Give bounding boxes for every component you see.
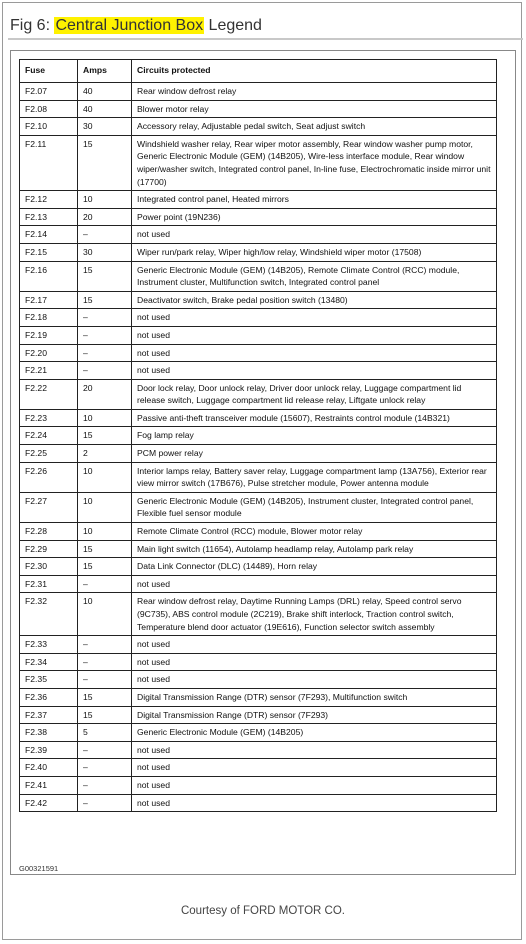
- amps-cell: 10: [78, 492, 132, 522]
- circuits-cell: not used: [132, 636, 497, 654]
- amps-cell: 40: [78, 100, 132, 118]
- amps-cell: 15: [78, 688, 132, 706]
- circuits-cell: Generic Electronic Module (GEM) (14B205), Remote Climate Control (RCC) module, Instrument cluster, Multifunction switch, Integrated control panel: [132, 261, 497, 291]
- fuse-cell: F2.20: [20, 344, 78, 362]
- fuse-cell: F2.15: [20, 243, 78, 261]
- amps-cell: 15: [78, 558, 132, 576]
- table-row: [20, 226, 497, 244]
- amps-cell: 5: [78, 724, 132, 742]
- fuse-cell: F2.41: [20, 776, 78, 794]
- circuits-cell: Integrated control panel, Heated mirrors: [132, 191, 497, 209]
- table-row: [20, 326, 497, 344]
- circuits-cell: Digital Transmission Range (DTR) sensor (7F293), Multifunction switch: [132, 688, 497, 706]
- table-row: [20, 794, 497, 812]
- table-row: [20, 427, 497, 445]
- table-row: [20, 191, 497, 209]
- fuse-cell: F2.07: [20, 83, 78, 101]
- fuse-cell: F2.10: [20, 118, 78, 136]
- amps-cell: –: [78, 326, 132, 344]
- fuse-cell: F2.32: [20, 593, 78, 636]
- fuse-cell: F2.42: [20, 794, 78, 812]
- amps-cell: –: [78, 776, 132, 794]
- amps-cell: 10: [78, 191, 132, 209]
- table-row: [20, 671, 497, 689]
- fuse-cell: F2.12: [20, 191, 78, 209]
- amps-cell: –: [78, 653, 132, 671]
- amps-cell: 20: [78, 208, 132, 226]
- circuits-cell: Digital Transmission Range (DTR) sensor (7F293): [132, 706, 497, 724]
- circuits-cell: not used: [132, 759, 497, 777]
- amps-cell: 15: [78, 706, 132, 724]
- fuse-cell: F2.39: [20, 741, 78, 759]
- fuse-cell: F2.36: [20, 688, 78, 706]
- fuse-cell: F2.30: [20, 558, 78, 576]
- circuits-cell: Remote Climate Control (RCC) module, Blower motor relay: [132, 523, 497, 541]
- amps-cell: 15: [78, 261, 132, 291]
- circuits-cell: Generic Electronic Module (GEM) (14B205), Instrument cluster, Integrated control panel, Flexible fuel sensor module: [132, 492, 497, 522]
- table-row: [20, 636, 497, 654]
- table-row: [20, 344, 497, 362]
- table-row: [20, 462, 497, 492]
- circuits-cell: Generic Electronic Module (GEM) (14B205): [132, 724, 497, 742]
- circuits-cell: Passive anti-theft transceiver module (15607), Restraints control module (14B321): [132, 409, 497, 427]
- circuits-cell: not used: [132, 653, 497, 671]
- amps-cell: –: [78, 575, 132, 593]
- table-row: [20, 118, 497, 136]
- title-divider: [8, 38, 523, 40]
- circuits-cell: PCM power relay: [132, 445, 497, 463]
- fuse-cell: F2.14: [20, 226, 78, 244]
- amps-cell: –: [78, 636, 132, 654]
- fuse-cell: F2.25: [20, 445, 78, 463]
- figure-title-highlight: Central Junction Box: [55, 17, 204, 34]
- amps-cell: 15: [78, 427, 132, 445]
- fuse-cell: F2.08: [20, 100, 78, 118]
- amps-cell: –: [78, 344, 132, 362]
- amps-cell: –: [78, 362, 132, 380]
- table-row: [20, 492, 497, 522]
- circuits-cell: Accessory relay, Adjustable pedal switch, Seat adjust switch: [132, 118, 497, 136]
- fuse-cell: F2.11: [20, 135, 78, 190]
- figure-title-prefix: Fig 6:: [10, 17, 55, 34]
- circuits-cell: not used: [132, 309, 497, 327]
- circuits-cell: not used: [132, 776, 497, 794]
- table-row: [20, 724, 497, 742]
- table-row: [20, 409, 497, 427]
- fuse-cell: F2.23: [20, 409, 78, 427]
- table-row: [20, 759, 497, 777]
- fuse-cell: F2.22: [20, 379, 78, 409]
- table-row: [20, 688, 497, 706]
- amps-cell: 30: [78, 118, 132, 136]
- amps-cell: 15: [78, 291, 132, 309]
- table-row: [20, 83, 497, 101]
- fuse-legend-table: [19, 59, 497, 812]
- fuse-cell: F2.24: [20, 427, 78, 445]
- fuse-cell: F2.19: [20, 326, 78, 344]
- table-row: [20, 309, 497, 327]
- fuse-cell: F2.13: [20, 208, 78, 226]
- table-row: [20, 741, 497, 759]
- circuits-cell: not used: [132, 741, 497, 759]
- table-header-row: [20, 60, 497, 83]
- fuse-cell: F2.34: [20, 653, 78, 671]
- circuits-cell: not used: [132, 326, 497, 344]
- amps-cell: –: [78, 741, 132, 759]
- table-row: [20, 575, 497, 593]
- circuits-cell: Door lock relay, Door unlock relay, Driver door unlock relay, Luggage compartment lid release switch, Luggage compartment lid release relay, Liftgate unlock relay: [132, 379, 497, 409]
- fuse-cell: F2.33: [20, 636, 78, 654]
- fuse-cell: F2.26: [20, 462, 78, 492]
- table-row: [20, 379, 497, 409]
- figure-title-suffix: Legend: [204, 17, 262, 34]
- table-row: [20, 243, 497, 261]
- circuits-cell: Interior lamps relay, Battery saver relay, Luggage compartment lamp (13A756), Exterior rear view mirror switch (17B676), Pulse stretcher module, Power antenna module: [132, 462, 497, 492]
- circuits-cell: Data Link Connector (DLC) (14489), Horn relay: [132, 558, 497, 576]
- document-code: G00321591: [19, 864, 59, 873]
- circuits-cell: not used: [132, 344, 497, 362]
- table-row: [20, 523, 497, 541]
- table-row: [20, 261, 497, 291]
- fuse-cell: F2.17: [20, 291, 78, 309]
- amps-cell: 2: [78, 445, 132, 463]
- fuse-cell: F2.27: [20, 492, 78, 522]
- table-row: [20, 445, 497, 463]
- circuits-cell: Rear window defrost relay, Daytime Running Lamps (DRL) relay, Speed control servo (9C735), ABS control module (2C219), Brake shift interlock, Traction control switch, Temperature blend door actuator (19E616), Function selector switch assembly: [132, 593, 497, 636]
- table-row: [20, 653, 497, 671]
- circuits-cell: not used: [132, 671, 497, 689]
- amps-cell: 40: [78, 83, 132, 101]
- amps-cell: 20: [78, 379, 132, 409]
- amps-cell: –: [78, 226, 132, 244]
- circuits-cell: not used: [132, 226, 497, 244]
- amps-cell: 10: [78, 462, 132, 492]
- header-circuits: Circuits protected: [132, 60, 497, 83]
- amps-cell: –: [78, 794, 132, 812]
- fuse-cell: F2.35: [20, 671, 78, 689]
- table-row: [20, 362, 497, 380]
- table-row: [20, 558, 497, 576]
- table-row: [20, 776, 497, 794]
- circuits-cell: Power point (19N236): [132, 208, 497, 226]
- amps-cell: 10: [78, 409, 132, 427]
- amps-cell: –: [78, 671, 132, 689]
- fuse-cell: F2.38: [20, 724, 78, 742]
- fuse-cell: F2.28: [20, 523, 78, 541]
- table-row: [20, 593, 497, 636]
- amps-cell: 10: [78, 523, 132, 541]
- fuse-cell: F2.31: [20, 575, 78, 593]
- circuits-cell: Wiper run/park relay, Wiper high/low relay, Windshield wiper motor (17508): [132, 243, 497, 261]
- circuits-cell: not used: [132, 575, 497, 593]
- fuse-cell: F2.37: [20, 706, 78, 724]
- amps-cell: –: [78, 759, 132, 777]
- table-row: [20, 706, 497, 724]
- circuits-cell: Deactivator switch, Brake pedal position switch (13480): [132, 291, 497, 309]
- credit-line: Courtesy of FORD MOTOR CO.: [180, 905, 345, 917]
- fuse-cell: F2.29: [20, 540, 78, 558]
- header-fuse: Fuse: [20, 60, 78, 83]
- figure-title: [10, 14, 262, 38]
- table-row: [20, 540, 497, 558]
- circuits-cell: Rear window defrost relay: [132, 83, 497, 101]
- table-row: [20, 135, 497, 190]
- amps-cell: 10: [78, 593, 132, 636]
- table-row: [20, 208, 497, 226]
- circuits-cell: Windshield washer relay, Rear wiper motor assembly, Rear window washer pump motor, Generic Electronic Module (GEM) (14B205), Wire-less interface module, Rear window wiper/washer switch, Integrated control panel, In-line fuse, Electrochromatic inside mirror unit (17700): [132, 135, 497, 190]
- amps-cell: –: [78, 309, 132, 327]
- fuse-cell: F2.21: [20, 362, 78, 380]
- circuits-cell: Main light switch (11654), Autolamp headlamp relay, Autolamp park relay: [132, 540, 497, 558]
- fuse-cell: F2.40: [20, 759, 78, 777]
- circuits-cell: Blower motor relay: [132, 100, 497, 118]
- table-row: [20, 291, 497, 309]
- fuse-cell: F2.18: [20, 309, 78, 327]
- amps-cell: 15: [78, 540, 132, 558]
- fuse-table-body: [20, 83, 497, 812]
- fuse-cell: F2.16: [20, 261, 78, 291]
- header-amps: Amps: [78, 60, 132, 83]
- circuits-cell: not used: [132, 362, 497, 380]
- circuits-cell: not used: [132, 794, 497, 812]
- circuits-cell: Fog lamp relay: [132, 427, 497, 445]
- table-row: [20, 100, 497, 118]
- amps-cell: 15: [78, 135, 132, 190]
- amps-cell: 30: [78, 243, 132, 261]
